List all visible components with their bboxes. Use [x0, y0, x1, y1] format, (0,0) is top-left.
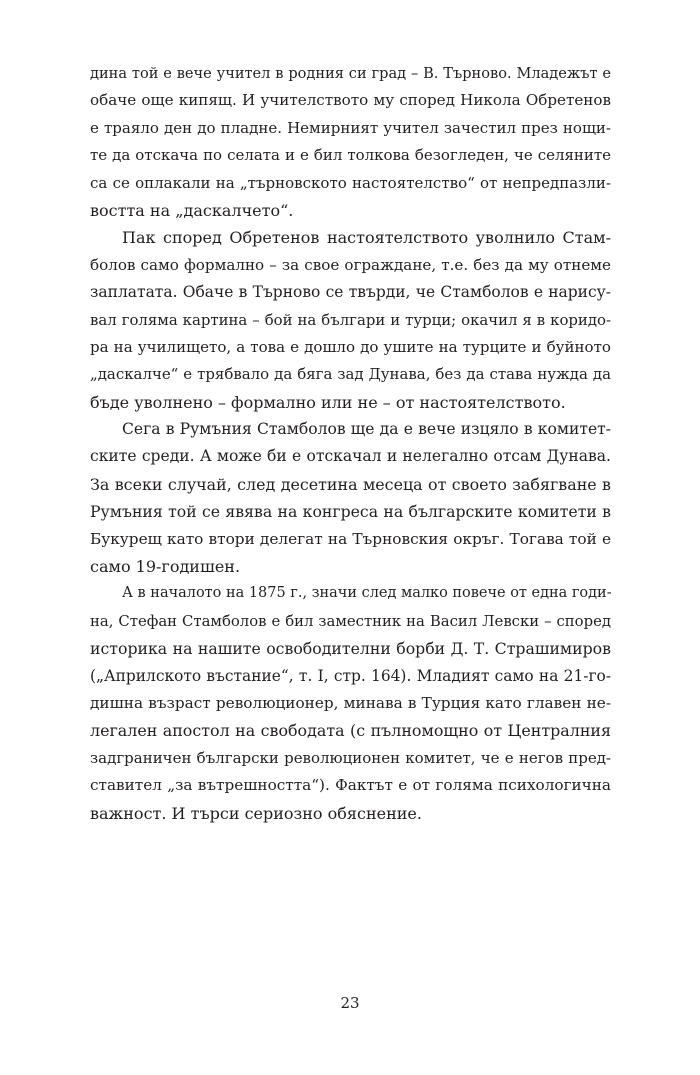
text-line: ставител „за вътрешността“). Фактът е от голяма психологична	[90, 776, 611, 795]
text-line: важност. И търси сериозно обяснение.	[90, 803, 422, 823]
text-line: са се оплакали на „търновското настоятелство“ от непредпазли-	[90, 173, 611, 192]
text-line: задграничен български революционен комитет, че е негов пред-	[90, 748, 611, 767]
text-line: ските среди. А може би е отскачал и нелегално отсам Дунава.	[90, 447, 611, 466]
page-body	[90, 60, 611, 827]
text-line: болов само формално – за свое ограждане, т.е. без да му отнеме	[90, 255, 611, 274]
text-line: „даскалче“ е трябвало да бяга зад Дунава, без да става нужда да	[90, 365, 611, 384]
text-line: дина той е вече учител в родния си град – В. Търново. Младежът е	[90, 65, 611, 82]
text-line: Букурещ като втори делегат на Търновския окръг. Тогава той е	[90, 529, 611, 548]
text-line: заплатата. Обаче в Търново се твърди, че Стамболов е нарису-	[90, 283, 611, 302]
text-line: вал голяма картина – бой на българи и турци; окачил я в коридо-	[90, 310, 611, 329]
text-line: на, Стефан Стамболов е бил заместник на Васил Левски – според	[90, 612, 611, 630]
text-line: За всеки случай, след десетина месеца от своето забягване в	[90, 474, 611, 494]
paragraph-3	[90, 416, 611, 580]
text-line: дишна възраст революционер, минава в Турция като главен не-	[90, 693, 611, 712]
text-line: („Априлското въстание“, т. I, стр. 164). Младият само на 21-го-	[90, 666, 611, 685]
text-line: е траяло ден до пладне. Немирният учител зачестил през нощи-	[90, 118, 611, 137]
text-line: Румъния той се явява на конгреса на българските комитети в	[90, 502, 611, 522]
text-line: само 19-годишен.	[90, 557, 241, 577]
text-line: ра на училището, а това е дошло до ушите на турците и буйното	[90, 337, 611, 356]
text-line: Пак според Обретенов настоятелството уволнило Стам-	[122, 228, 611, 248]
paragraph-4	[90, 580, 611, 827]
page-number: 23	[340, 994, 360, 1012]
text-line: А в началото на 1875 г., значи след малко повече от една годи-	[122, 585, 612, 602]
text-line: историка на нашите освободителни борби Д. Т. Страшимиров	[90, 639, 611, 659]
text-line: легален апостол на свободата (с пълномощно от Централния	[90, 721, 611, 741]
text-line: те да отскача по селата и е бил толкова безогледен, че селяните	[90, 146, 611, 165]
text-line: бъде уволнено – формално или не – от настоятелството.	[90, 392, 566, 412]
text-line: Сега в Румъния Стамболов ще да е вече изцяло в комитет-	[122, 420, 611, 439]
text-line: обаче още кипящ. И учителството му според Никола Обретенов	[90, 91, 611, 110]
paragraph-2	[90, 224, 611, 416]
paragraph-1	[90, 60, 611, 224]
text-line: востта на „даскалчето“.	[90, 200, 294, 220]
